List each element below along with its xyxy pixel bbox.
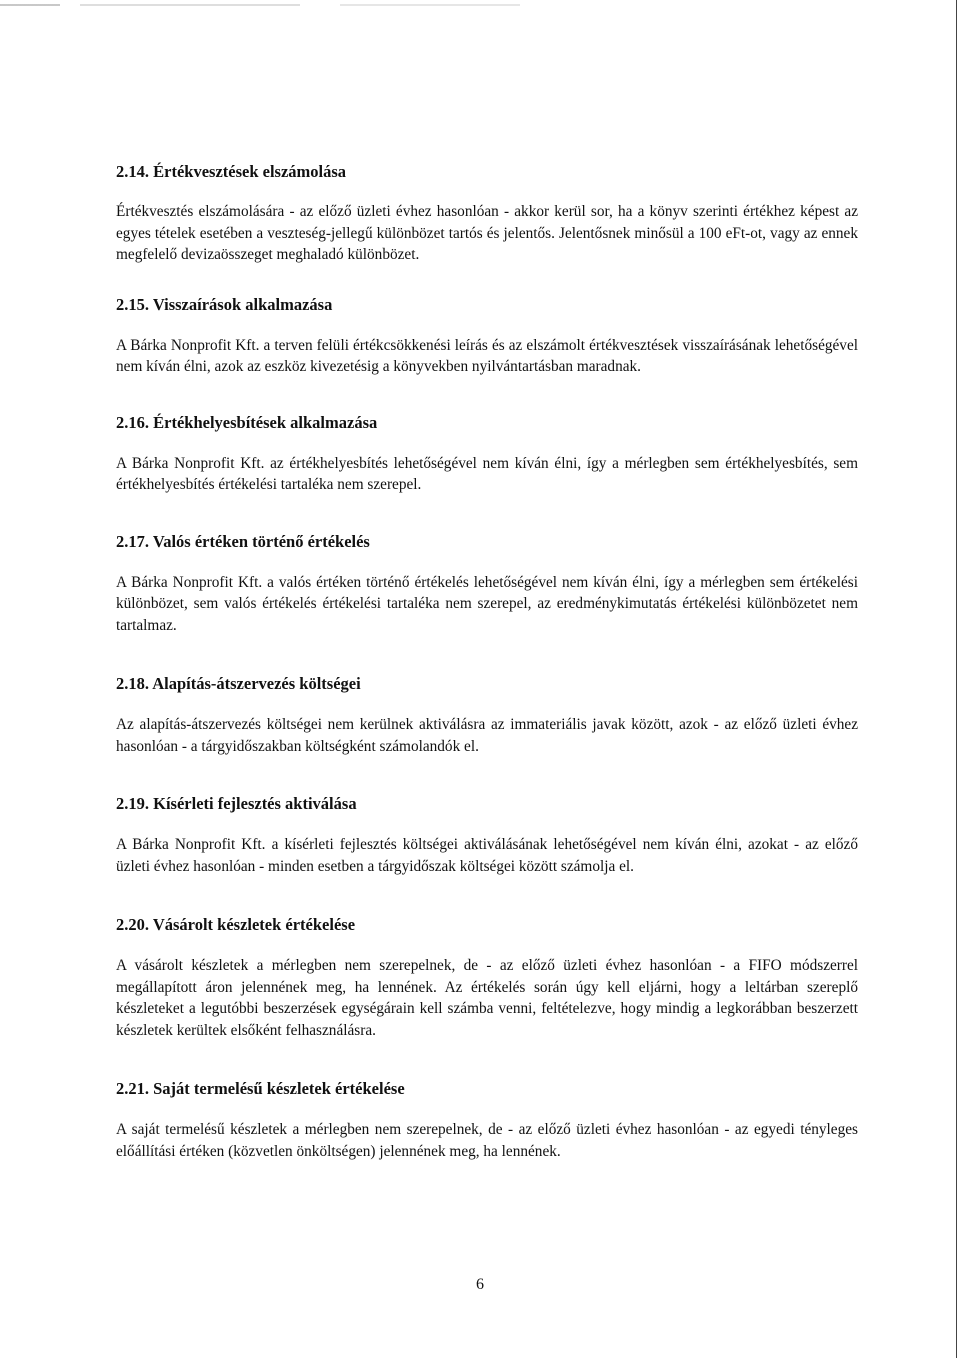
scan-artifact-top	[0, 4, 960, 6]
section-2-21	[116, 1078, 858, 1162]
section-2-16	[116, 412, 858, 496]
section-paragraph: Értékvesztés elszámolására - az előző üzleti évhez hasonlóan - akkor kerül sor, ha a könyv szerinti értékhez képest az egyes tételek esetében a veszteség-jellegű különbözet tartós és jelentős. Jelentősnek minősül a 100 eFt-ot, vagy az ennek megfelelő devizaösszeget meghaladó különbözet.	[116, 203, 858, 263]
section-2-17	[116, 531, 858, 637]
section-heading: 2.19. Kísérleti fejlesztés aktiválása	[116, 794, 357, 813]
document-body	[116, 161, 858, 1162]
section-paragraph: A Bárka Nonprofit Kft. a valós értéken történő értékelés lehetőségével nem kíván élni, így a mérlegben sem értékelési különbözet, sem valós értékelés értékelési tartaléka nem szerepel, az eredménykimutatás értékelési különbözetet nem tartalmaz.	[116, 573, 858, 634]
section-paragraph: A Bárka Nonprofit Kft. a terven felüli értékcsökkenési leírás és az elszámolt értékvesztések visszaírásának lehetőségével nem kíván élni, azok az eszköz kivezetésig a könyvekben nyilvántartásban maradnak.	[116, 336, 858, 375]
section-paragraph: A vásárolt készletek a mérlegben nem szerepelnek, de - az előző üzleti évhez hasonlóan - a FIFO módszerrel megállapított áron jelennének meg, ha lennének. Az értékelés során úgy kell eljárni, hogy a leltárban szereplő készleteket a legutóbbi beszerzések egységárain kell számba venni, feltételezve, hogy mindig a legkorábban beszerzett készletek kerültek elsőként felhasználásra.	[116, 957, 858, 1039]
section-paragraph: A saját termelésű készletek a mérlegben nem szerepelnek, de - az előző üzleti évhez hasonlóan - az egyedi tényleges előállítási értéken (közvetlen önköltségen) jelennének meg, ha lennének.	[116, 1121, 858, 1160]
section-paragraph: Az alapítás-átszervezés költségei nem kerülnek aktiválásra az immateriális javak között, azok - az előző üzleti évhez hasonlóan - a tárgyidőszakban költségként számolandók el.	[116, 716, 858, 755]
section-2-20	[116, 914, 858, 1041]
section-heading: 2.18. Alapítás-átszervezés költségei	[116, 674, 361, 693]
section-heading: 2.14. Értékvesztések elszámolása	[116, 162, 347, 181]
section-2-18	[116, 673, 858, 757]
section-paragraph: A Bárka Nonprofit Kft. az értékhelyesbítés lehetőségével nem kíván élni, így a mérlegben sem értékhelyesbítés, sem értékhelyesbítés értékelési tartaléka nem szerepel.	[116, 454, 858, 493]
scan-edge-line	[956, 0, 957, 1358]
section-2-19	[116, 793, 858, 877]
section-heading: 2.15. Visszaírások alkalmazása	[116, 294, 333, 314]
section-heading: 2.17. Valós értéken történő értékelés	[116, 531, 370, 551]
section-paragraph: A Bárka Nonprofit Kft. a kísérleti fejlesztés költségei aktiválásának lehetőségével nem kíván élni, azokat - az előző üzleti évhez hasonlóan - minden esetben a tárgyidőszak költségei között számolja el.	[116, 836, 858, 875]
page-number: 6	[476, 1276, 484, 1293]
section-2-14	[116, 161, 858, 266]
section-2-15	[116, 294, 858, 378]
section-heading: 2.16. Értékhelyesbítések alkalmazása	[116, 412, 378, 432]
section-heading: 2.20. Vásárolt készletek értékelése	[116, 915, 356, 934]
section-heading: 2.21. Saját termelésű készletek értékelése	[116, 1079, 405, 1098]
